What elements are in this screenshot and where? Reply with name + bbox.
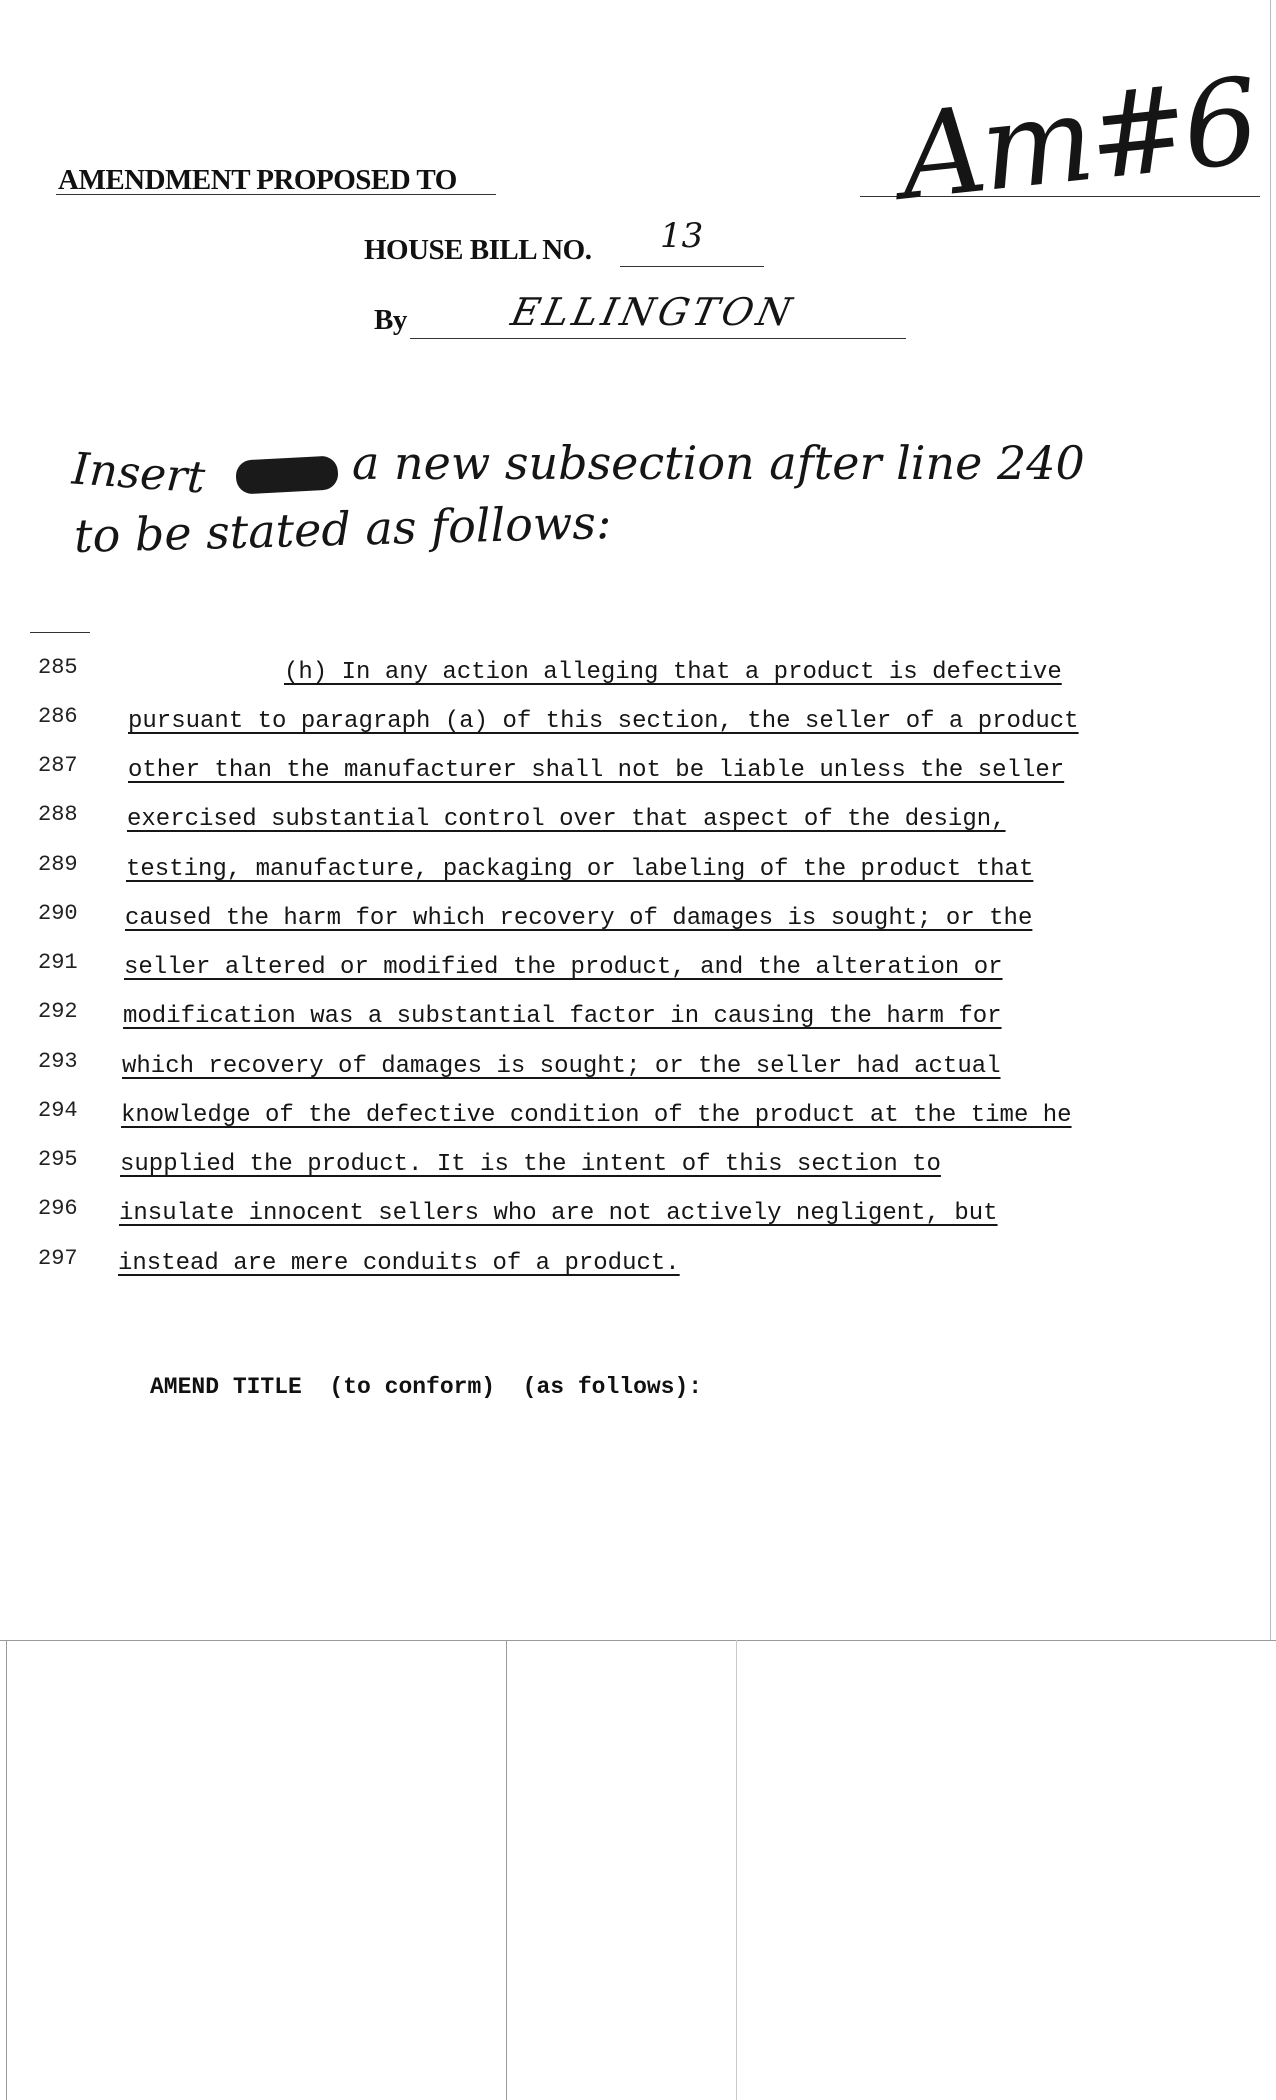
line-text: which recovery of damages is sought; or the seller had actual (122, 1053, 1001, 1080)
line-number: 288 (38, 802, 78, 827)
sponsor-signature: ELLINGTON (507, 290, 800, 334)
line-number: 295 (38, 1147, 78, 1172)
form-frame-center (506, 1640, 507, 2100)
bill-number-handwritten: 13 (660, 216, 704, 256)
line-text: seller altered or modified the product, and the alteration or (124, 954, 1003, 981)
amendment-title: AMENDMENT PROPOSED TO (58, 164, 457, 196)
form-frame-right (736, 1640, 737, 2100)
amend-title-line: AMEND TITLE (to conform) (as follows): (150, 1374, 703, 1400)
amendment-number-handwritten: Am#6 (893, 51, 1262, 227)
line-text: testing, manufacture, packaging or labeling of the product that (126, 856, 1034, 883)
line-text: pursuant to paragraph (a) of this section, the seller of a product (128, 708, 1079, 735)
line-text: other than the manufacturer shall not be liable unless the seller (128, 757, 1065, 784)
margin-dash (30, 632, 90, 633)
sponsor-label: By (374, 304, 407, 336)
line-text: supplied the product. It is the intent of this section to (120, 1151, 941, 1178)
line-number: 286 (38, 704, 78, 729)
line-number: 285 (38, 655, 78, 680)
form-frame-top (0, 1640, 1276, 1641)
line-text: instead are mere conduits of a product. (118, 1250, 680, 1277)
form-frame-left (6, 1640, 7, 2100)
line-number: 292 (38, 999, 78, 1024)
line-text: exercised substantial control over that aspect of the design, (127, 806, 1006, 833)
page-right-edge (1270, 0, 1271, 1640)
line-text: (h) In any action alleging that a product is defective (284, 659, 1062, 686)
bill-number-label: HOUSE BILL NO. (364, 234, 592, 266)
line-number: 289 (38, 852, 78, 877)
line-number: 287 (38, 753, 78, 778)
line-text: modification was a substantial factor in causing the harm for (123, 1003, 1002, 1030)
line-text: caused the harm for which recovery of damages is sought; or the (125, 905, 1033, 932)
line-number: 297 (38, 1246, 78, 1271)
bill-number-underline (620, 266, 764, 267)
line-number: 296 (38, 1196, 78, 1221)
line-text: insulate innocent sellers who are not actively negligent, but (119, 1200, 998, 1227)
line-text: knowledge of the defective condition of the product at the time he (121, 1102, 1072, 1129)
line-number: 294 (38, 1098, 78, 1123)
line-number: 291 (38, 950, 78, 975)
instruction-line-2: to be stated as follows: (73, 494, 612, 564)
instruction-line-1: a new subsection after line 240 (352, 436, 1085, 490)
scribbled-out-word (235, 455, 339, 494)
sponsor-underline (410, 338, 906, 339)
line-number: 290 (38, 901, 78, 926)
instruction-insert: Insert (70, 443, 207, 504)
line-number: 293 (38, 1049, 78, 1074)
